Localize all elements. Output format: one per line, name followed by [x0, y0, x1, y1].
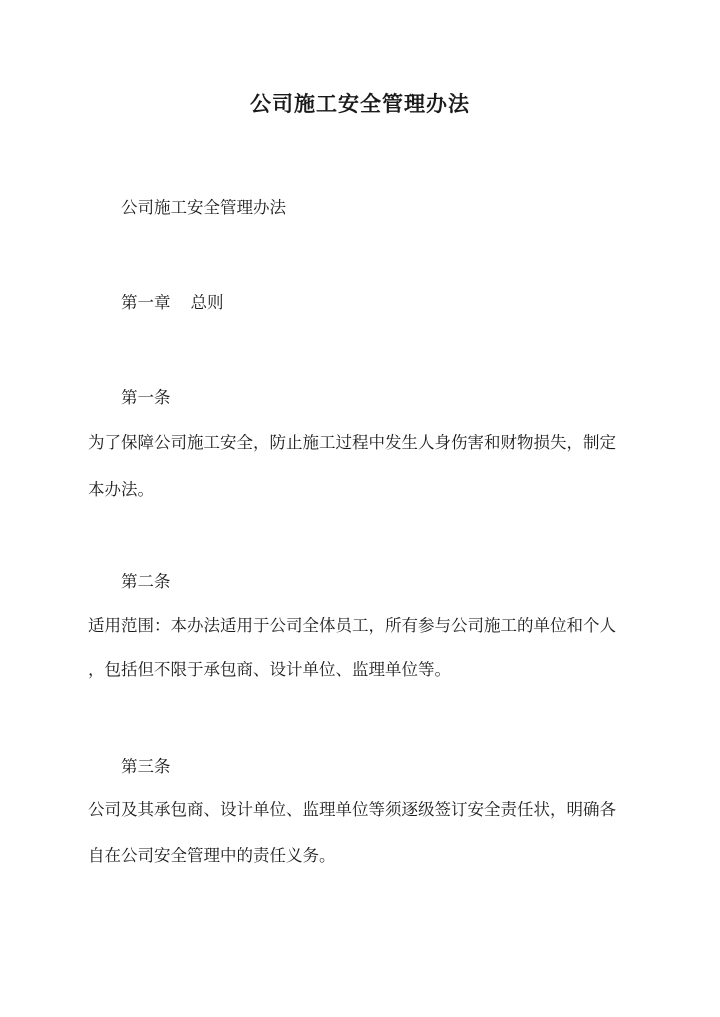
chapter-number: 第一章	[121, 293, 171, 312]
chapter-heading	[121, 291, 224, 315]
document-subtitle: 公司施工安全管理办法	[121, 198, 286, 217]
article-heading: 第一条	[121, 388, 171, 407]
article-heading: 第三条	[121, 757, 171, 776]
article-text-line: 为了保障公司施工安全，防止施工过程中发生人身伤害和财物损失，制定	[88, 433, 616, 452]
article-text-line: 本办法。	[88, 480, 154, 499]
article-text-line: 自在公司安全管理中的责任义务。	[88, 846, 336, 865]
article-heading: 第二条	[121, 572, 171, 591]
document-title: 公司施工安全管理办法	[250, 91, 470, 116]
article-text-line: 适用范围：本办法适用于公司全体员工，所有参与公司施工的单位和个人	[88, 616, 616, 635]
chapter-name: 总则	[190, 293, 224, 312]
article-text-line: ，包括但不限于承包商、设计单位、监理单位等。	[88, 660, 451, 679]
article-text-line: 公司及其承包商、设计单位、监理单位等须逐级签订安全责任状，明确各	[88, 800, 616, 819]
